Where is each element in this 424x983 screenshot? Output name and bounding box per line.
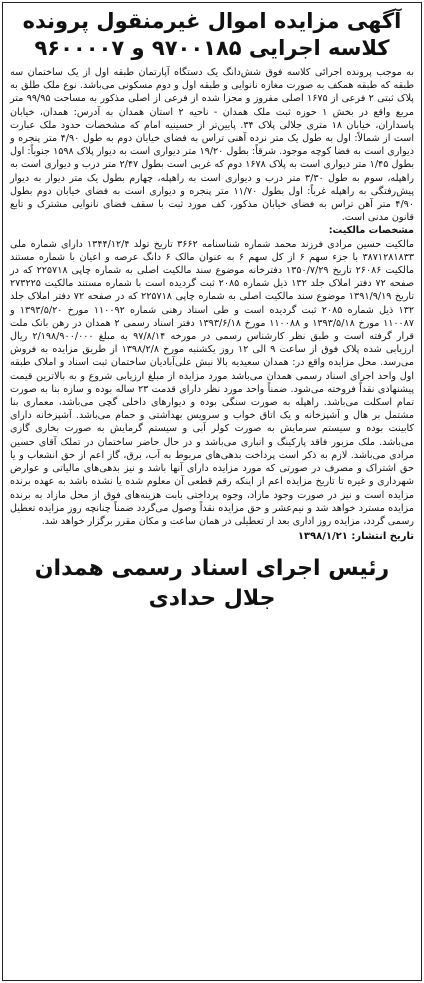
publish-date: تاریخ انتشار: ۱۳۹۸/۱/۲۱ bbox=[297, 531, 414, 543]
title-line-1: آگهی مزایده اموال غیرمنقول پرونده bbox=[22, 9, 402, 33]
signature-name: جلال حدادی bbox=[148, 586, 276, 612]
ownership-paragraph: مالکیت حسین مرادی فرزند محمد شماره شناسنامه ۳۶۶۲ تاریخ تولد ۱۳۴۴/۱۲/۴ دارای شماره ملی ۳۸۷۱۲۸۱۸۳۳ با جزء سهم ۶ از کل سهم ۶ به عنوان مالک ۶ دانگ عرصه و اعیان با شماره مستند مالکیت ۲۶۰۸۶ تاریخ ۱۳۵۰/۷/۲۹ دفترخانه موضوع سند مالکیت اصلی به شماره چاپی ۲۲۵۷۱۸ که در صفحه ۷۲ دفتر املاک جلد ۱۳۲ ذیل شماره ۲۰۸۵ ثبت گردیده است با شماره مستند مالکیت ۲۷۳۲۲۵ تاریخ ۱۳۹۱/۹/۱۹ موضوع سند مالکیت اصلی به شماره چاپی ۲۲۵۷۱۸ که در صفحه ۷۲ دفتر املاک جلد ۱۳۲ ذیل شماره ۲۰۸۵ ثبت گردیده است و طی اسناد رهنی شماره ۱۱۰۰۹۲ مورخ ۱۳۹۳/۵/۲۰ و ۱۱۰۰۸۷ مورخ ۱۳۹۳/۵/۱۸ و ۱۱۰۰۸۸ مورخ ۱۳۹۳/۶/۱۸ دفتر اسناد رسمی ۲ همدان در رهن بانک ملت قرار گرفته است و طبق نظر کارشناس رسمی در مورخه ۹۷/۸/۱۴ به مبلغ ۲/۱۹۸/۹۰۰/۰۰۰ ریال ارزیابی شده پلاک فوق از ساعت ۹ الی ۱۲ روز یکشنبه مورخ ۱۳۹۸/۲/۸ از طریق مزایده به فروش می‌رسد. محل مزایده واقع در: همدان سعیدیه بالا نبش علی‌آبادیان ساختمان ثبت اسناد و املاک طبقه اول واحد اجرای اسناد رسمی همدان می‌باشد مورد مزایده از مبلغ ارزیابی شروع و به بالاترین قیمت پیشنهادی نقداً فروخته می‌شود. ضمناً واحد مورد نظر دارای قدمت ۲۳ ساله بوده و سازه بنا به صورت تمام اسکلت می‌باشد. راهپله به صورت سنگی بوده و دیوارهای داخلی گچی می‌باشد، معماری بنا مشتمل بر هال و آشپزخانه و یک اتاق خواب و سرویس بهداشتی و حمام می‌باشد. آشپزخانه دارای کابینت بوده و سیستم سرمایش به صورت کولر آبی و سیستم گرمایش به صورت بخاری گازی می‌باشد. ملک مزبور فاقد پارکینگ و انباری می‌باشد و در حال حاضر ساختمان در تملک آقای حسین مرادی می‌باشد. لازم به ذکر است پرداخت بدهی‌های مربوط به آب، برق، گاز اعم از حق انشعاب و یا حق اشتراک و مصرف در صورتی که مورد مزایده دارای آنها باشد و نیز بدهی‌های مالیاتی و عوارض شهرداری و غیره تا تاریخ مزایده اعم از اینکه رقم قطعی آن معلوم شده یا نشده باشد به عهده برنده مزایده است و نیز در صورت وجود مازاد، وجوه پرداختی بابت هزینه‌های فوق از محل مازاد به برنده مزایده مسترد خواهد شد و نیم‌عشر و حق مزایده نقداً وصول می‌گردد ضمناً چنانچه روز مزایده تعطیل رسمی گردد، مزایده روز اداری بعد از تعطیلی در همان ساعت و مکان مقرر برگزار خواهد شد. bbox=[10, 238, 415, 527]
title-line-2: کلاسه اجرایی ۹۷۰۰۱۸۵ و ۹۶۰۰۰۰۷ bbox=[34, 36, 390, 60]
border-frame bbox=[2, 2, 422, 981]
main-paragraph: به موجب پرونده اجرائی کلاسه فوق شش‌دانگ یک دستگاه آپارتمان طبقه اول از یک ساختمان سه طبقه که طبقه همکف به صورت مغازه نانوایی و طبقه اول و دوم مسکونی می‌باشد. نوع ملک طلق به پلاک ثبتی ۲ فرعی از ۱۶۷۵ اصلی مفروز و مجزا شده از فرعی از اصلی مذکور به مساحت ۹۹/۹۵ متر مربع واقع در بخش ۱ حوزه ثبت ملک همدان - ناحیه ۲ استان همدان به آدرس: همدان، خیابان پاسداران، خیابان ۱۸ متری جلالی پلاک ۳۴. پایین‌تر از حسینیه امام که مشخصات حدود ملک عبارت است از شمالاً: اول به طول یک متر نرده آهنی تراس به فضای خیابان دوم به طول ۴/۹۰ متر پنجره و دیواری است به فضا کوچه موجود. شرقاً: بطول ۱۹/۲۰ متر دیواری است به دیوار پلاک ۱۵۹۸ جنوباً: اول بطول ۱/۴۵ متر دیواری است به پلاک ۱۶۷۸ دوم که غربی است بطول ۲/۴۷ متر درب و دیواری است به راهپله، سوم به طول ۳/۳۰ متر درب و دیواری است به راهپله، چهارم بطول یک متر دیوار به دیوار پیش‌رفتگی به راهپله غرباً: اول بطول ۱۱/۷۰ متر پنجره و دیواری است به فضای خیابان دوم بطول ۴/۹۰ متر آهن تراس به فضای خیابان مذکور، کف مورد ثبت با سقف فضای نانوایی مشترک و تابع قانون مدنی است. bbox=[10, 67, 415, 224]
signature-title: رئیس اجرای اسناد رسمی همدان bbox=[34, 556, 390, 582]
ownership-label: مشخصات مالکیت: bbox=[328, 225, 414, 237]
